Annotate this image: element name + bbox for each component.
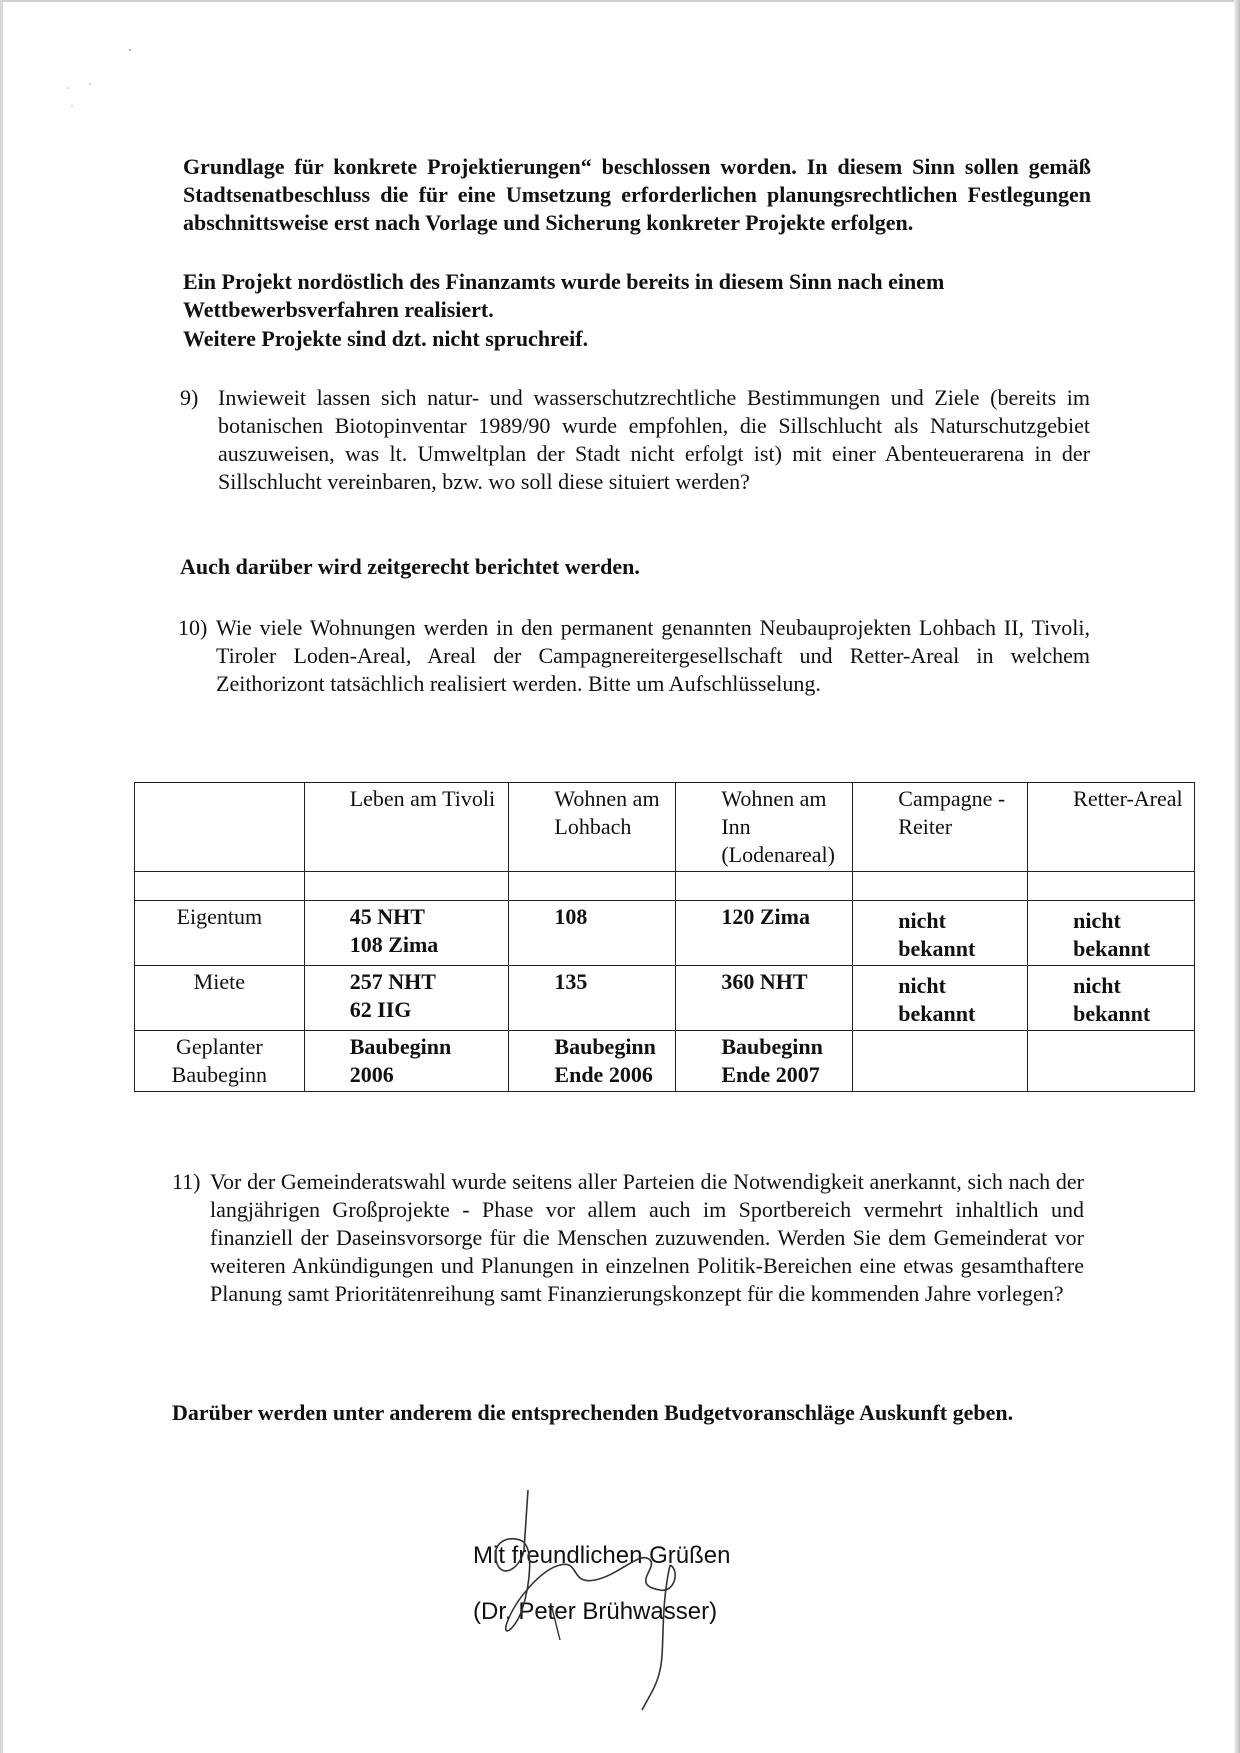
scan-edge-right: [1234, 0, 1240, 1753]
housing-table: [134, 782, 1195, 1092]
table-row: [135, 966, 1195, 1031]
question-9: [180, 384, 1090, 496]
table-cell: Baubeginn Ende 2007: [676, 1031, 853, 1092]
table-cell: [853, 1031, 1028, 1092]
row-label: Miete: [135, 966, 305, 1031]
question-number: 10): [178, 615, 208, 640]
table-cell: 360 NHT: [676, 966, 853, 1031]
table-cell: 257 NHT 62 IIG: [304, 966, 509, 1031]
table-header-cell: Retter-Areal: [1028, 783, 1195, 872]
question-number: 9): [180, 385, 199, 410]
table-cell: 45 NHT 108 Zima: [304, 901, 509, 966]
table-cell: Baubeginn Ende 2006: [509, 1031, 676, 1092]
table-cell: nicht bekannt: [1028, 966, 1195, 1031]
question-number: 11): [172, 1169, 201, 1194]
table-row: [135, 1031, 1195, 1092]
table-cell: 135: [509, 966, 676, 1031]
question-11: [172, 1168, 1084, 1308]
table-cell: [1028, 872, 1195, 901]
table-cell: Baubeginn 2006: [304, 1031, 509, 1092]
question-text: Inwieweit lassen sich natur- und wasserschutzrechtliche Bestimmungen und Ziele (bereits im botanischen Biotopinventar 1989/90 wurde empfohlen, die Sillschlucht als Naturschutzgebiet auszuweisen, was lt. Umweltplan der Stadt nicht erfolgt ist) mit einer Abenteuerarena in der Sillschlucht vereinbaren, bzw. wo soll diese situiert werden?: [218, 385, 1090, 494]
table-header-cell: [135, 783, 305, 872]
intro-paragraph-2: Ein Projekt nordöstlich des Finanzamts wurde bereits in diesem Sinn nach einem Wettbewerbsverfahren realisiert.: [183, 269, 945, 322]
row-label: Eigentum: [135, 901, 305, 966]
table-header-cell: Wohnen am Lohbach: [509, 783, 676, 872]
row-label: Geplanter Baubeginn: [135, 1031, 305, 1092]
question-text: Vor der Gemeinderatswahl wurde seitens aller Parteien die Notwendigkeit anerkannt, sich nach der langjährigen Großprojekte - Phase vor allem auch im Sportbereich vermehrt inhaltlich und finanziell der Daseinsvorsorge für die Menschen zuzuwenden. Werden Sie dem Gemeinderat vor weiteren Ankündigungen und Planungen in einzelnen Politik-Bereichen eine etwas gesamthaftere Planung samt Prioritätenreihung samt Finanzierungskonzept für die kommenden Jahre vorlegen?: [210, 1169, 1084, 1306]
table-cell: [135, 872, 305, 901]
table-cell: [1028, 1031, 1195, 1092]
handwritten-signature: [460, 1490, 800, 1730]
table-header-cell: Campagne - Reiter: [853, 783, 1028, 872]
scan-edge-left: [0, 0, 3, 1753]
table-cell: [304, 872, 509, 901]
answer-11: Darüber werden unter anderem die entsprechenden Budgetvoranschläge Auskunft geben.: [172, 1400, 1014, 1425]
table-header-row: [135, 783, 1195, 872]
question-10: [178, 614, 1090, 698]
answer-9: Auch darüber wird zeitgerecht berichtet werden.: [180, 554, 640, 579]
signature-block: [460, 1490, 800, 1730]
scan-edge-top: [0, 0, 1240, 2]
table-cell: [853, 872, 1028, 901]
table-cell: nicht bekannt: [1028, 901, 1195, 966]
table-header-cell: Leben am Tivoli: [304, 783, 509, 872]
table-cell: nicht bekannt: [853, 966, 1028, 1031]
intro-paragraph-3: Weitere Projekte sind dzt. nicht spruchreif.: [183, 326, 589, 351]
table-cell: [509, 872, 676, 901]
intro-paragraph-1: Grundlage für konkrete Projektierungen“ beschlossen worden. In diesem Sinn sollen gemäß Stadtsenatbeschluss die für eine Umsetzung erforderlichen planungsrechtlichen Festlegungen abschnittsweise erst nach Vorlage und Sicherung konkreter Projekte erfolgen.: [183, 154, 1091, 235]
table-cell: [676, 872, 853, 901]
closing-greeting: Mit freundlichen Grüßen: [473, 1542, 731, 1569]
signatory-name: (Dr. Peter Brühwasser): [473, 1598, 718, 1625]
table-cell: 108: [509, 901, 676, 966]
table-spacer-row: [135, 872, 1195, 901]
table-header-cell: Wohnen am Inn (Lodenareal): [676, 783, 853, 872]
scan-specks: [60, 40, 140, 120]
table-cell: 120 Zima: [676, 901, 853, 966]
question-text: Wie viele Wohnungen werden in den permanent genannten Neubauprojekten Lohbach II, Tivoli, Tiroler Loden-Areal, Areal der Campagnereitergesellschaft und Retter-Areal in welchem Zeithorizont tatsächlich realisiert werden. Bitte um Aufschlüsselung.: [216, 615, 1090, 696]
table-row: [135, 901, 1195, 966]
table-cell: nicht bekannt: [853, 901, 1028, 966]
